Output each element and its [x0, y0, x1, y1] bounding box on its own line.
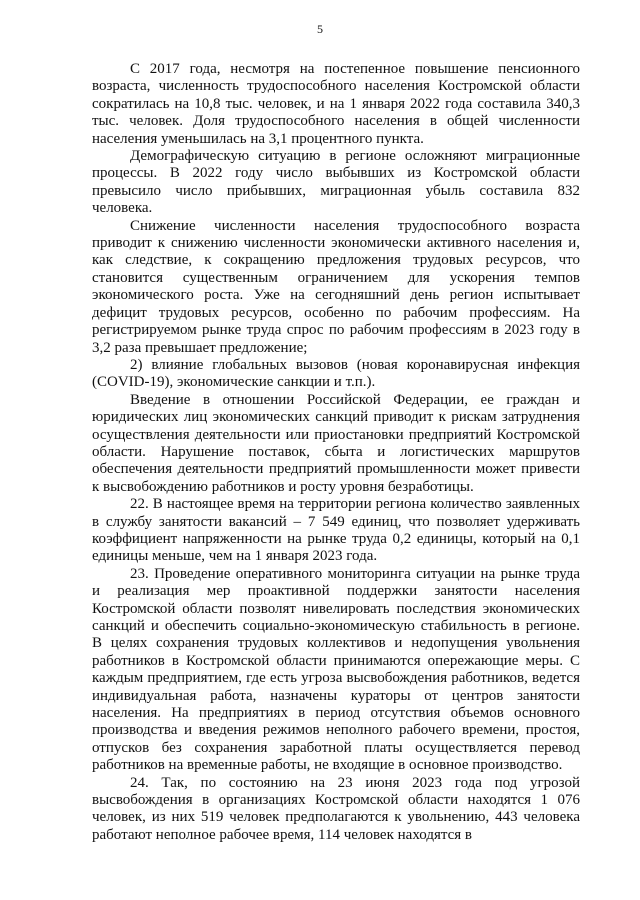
paragraph-global-challenges: 2) влияние глобальных вызовов (новая коронавирусная инфекция (COVID-19), экономические санкции и т.п.).	[92, 356, 580, 391]
paragraph-labor-shortage: Снижение численности населения трудоспособного возраста приводит к снижению численности экономически активного населения и, как следствие, к сокращению предложения трудовых ресурсов, что становится существенным ограничением для ускорения темпов экономического роста. Уже на сегодняшний день регион испытывает дефицит трудовых ресурсов, особенно по рабочим профессиям. На регистрируемом рынке труда спрос по рабочим профессиям в 2023 году в 3,2 раза превышает предложение;	[92, 217, 580, 356]
paragraph-item-24: 24. Так, по состоянию на 23 июня 2023 года под угрозой высвобождения в организациях Костромской области находятся 1 076 человек, из них 519 человек предполагаются к увольнению, 443 человека работают неполное рабочее время, 114 человек находятся в	[92, 774, 580, 843]
page-number: 5	[317, 22, 323, 36]
paragraph-migration: Демографическую ситуацию в регионе осложняют миграционные процессы. В 2022 году число выбывших из Костромской области превысило число прибывших, миграционная убыль составила 832 человека.	[92, 148, 580, 217]
paragraph-item-23: 23. Проведение оперативного мониторинга ситуации на рынке труда и реализация мер проактивной поддержки занятости населения Костромской области позволят нивелировать последствия экономических санкций и обеспечить социально-экономическую стабильность в регионе. В целях сохранения трудовых коллективов и недопущения увольнения работников в Костромской области принимаются опережающие меры. С каждым предприятием, где есть угроза высвобождения работников, ведется индивидуальная работа, назначены кураторы от центров занятости населения. На предприятиях в период отсутствия объемов основного производства и введения режимов неполного рабочего времени, простоя, отпусков без сохранения заработной платы осуществляется перевод работников на временные работы, не входящие в основное производство.	[92, 565, 580, 774]
paragraph-item-22: 22. В настоящее время на территории региона количество заявленных в службу занятости вакансий – 7 549 единиц, что позволяет удерживать коэффициент напряженности на рынке труда 0,2 единицы, который на 0,1 единицы меньше, чем на 1 января 2023 года.	[92, 496, 580, 565]
document-body	[92, 61, 580, 844]
paragraph-working-age-population: С 2017 года, несмотря на постепенное повышение пенсионного возраста, численность трудоспособного населения Костромской области сократилась на 10,8 тыс. человек, и на 1 января 2022 года составила 340,3 тыс. человек. Доля трудоспособного населения в общей численности населения уменьшилась на 3,1 процентного пункта.	[92, 61, 580, 147]
paragraph-sanctions: Введение в отношении Российской Федерации, ее граждан и юридических лиц экономических санкций приводит к рискам затруднения осуществления деятельности или приостановки предприятий Костромской области. Нарушение поставок, сбыта и логистических маршрутов обеспечения деятельности предприятий промышленности может привести к высвобождению работников и росту уровня безработицы.	[92, 391, 580, 495]
